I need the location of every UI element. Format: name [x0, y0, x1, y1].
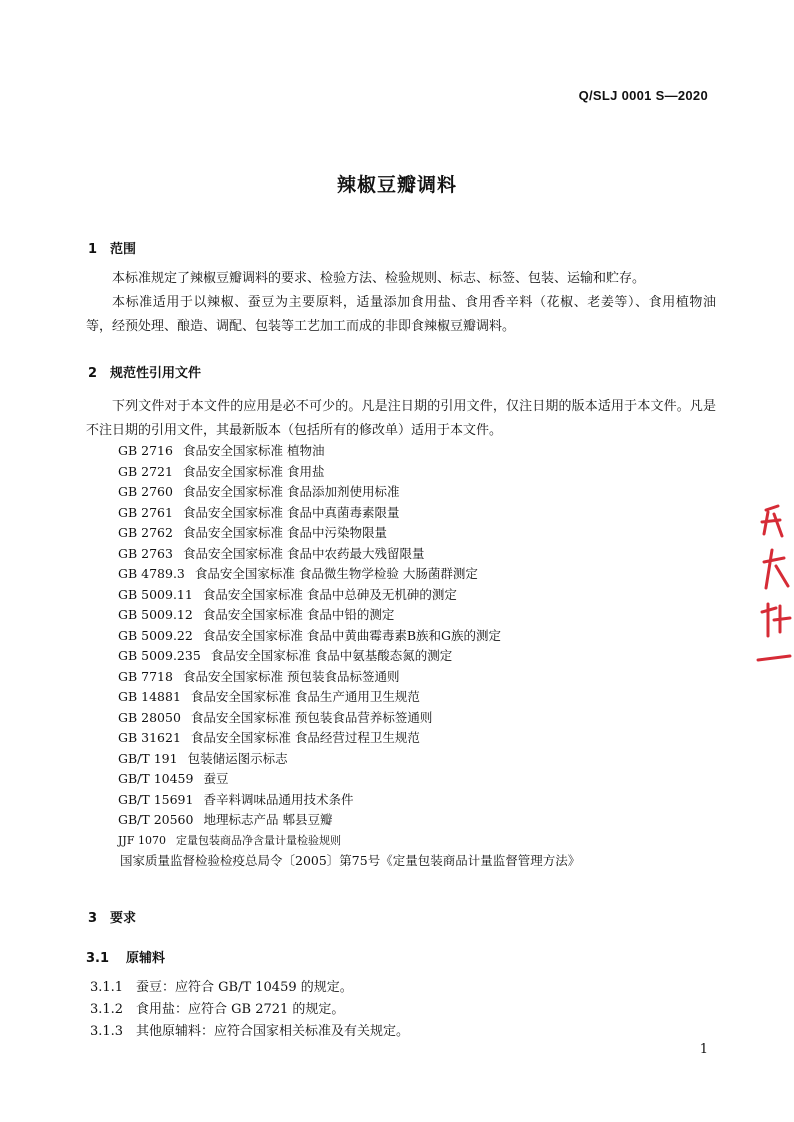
- clause-text: 食用盐：应符合 GB 2721 的规定。: [136, 1002, 345, 1017]
- reference-item: [118, 605, 580, 626]
- reference-item: [118, 667, 580, 688]
- reference-item: [118, 585, 580, 606]
- reference-item: [118, 646, 580, 667]
- section-number: 2: [88, 366, 98, 381]
- standard-code: Q/SLJ 0001 S—2020: [578, 88, 708, 103]
- reference-title: 地理标志产品 郫县豆瓣: [203, 812, 333, 827]
- reference-item: [118, 564, 580, 585]
- reference-code: JJF 1070: [118, 833, 166, 847]
- subsection-number: 3.1: [86, 951, 110, 966]
- reference-item: [118, 790, 580, 811]
- page-title: 辣椒豆瓣调料: [336, 174, 457, 196]
- reference-title: 食品安全国家标准 食品中农药最大残留限量: [182, 545, 425, 561]
- reference-title: 食品安全国家标准 食品微生物学检验 大肠菌群测定: [194, 566, 478, 581]
- reference-code: GB 5009.22: [118, 627, 193, 643]
- reference-code: GB/T 15691: [118, 791, 194, 807]
- clause-number: 3.1.3: [90, 1024, 124, 1039]
- reference-code: GB 14881: [118, 689, 181, 704]
- reference-code: GB 2761: [118, 504, 173, 520]
- reference-code: GB 31621: [118, 730, 181, 745]
- reference-item: [118, 728, 580, 749]
- reference-item: [118, 544, 580, 565]
- reference-title: 食品安全国家标准 食品中真菌毒素限量: [182, 504, 400, 520]
- reference-item: [118, 708, 580, 729]
- section-heading-requirements: [88, 907, 136, 926]
- reference-title: 食品安全国家标准 食品经营过程卫生规范: [190, 730, 420, 745]
- reference-code: GB 7718: [118, 668, 173, 684]
- references-intro-paragraph: 下列文件对于本文件的应用是必不可少的。凡是注日期的引用文件，仅注日期的版本适用于本文件。凡是不注日期的引用文件，其最新版本（包括所有的修改单）适用于本文件。: [86, 399, 716, 438]
- clause-number: 3.1.1: [90, 980, 124, 995]
- reference-title: 香辛料调味品通用技术条件: [203, 791, 354, 807]
- reference-title: 包装储运图示标志: [187, 750, 288, 766]
- clause-text: 其他原辅料：应符合国家相关标准及有关规定。: [136, 1024, 410, 1039]
- reference-code: GB 2721: [118, 463, 173, 479]
- clause-text: 蚕豆：应符合 GB/T 10459 的规定。: [136, 980, 353, 995]
- reference-title: 食品安全国家标准 植物油: [182, 443, 325, 458]
- reference-item: [118, 441, 580, 462]
- reference-title: 食品安全国家标准 预包装食品标签通则: [182, 668, 400, 684]
- reference-order: 国家质量监督检验检疫总局令〔2005〕第75号《定量包装商品计量监督管理方法》: [120, 853, 581, 868]
- reference-item: [118, 749, 580, 770]
- clause-item: [90, 998, 344, 1017]
- reference-code: GB 2760: [118, 484, 173, 499]
- reference-title: 食品安全国家标准 食品中黄曲霉毒素B族和G族的测定: [202, 627, 501, 643]
- reference-code: GB 4789.3: [118, 566, 185, 581]
- reference-code: GB/T 20560: [118, 812, 194, 827]
- reference-item: [118, 503, 580, 524]
- reference-item: [118, 810, 580, 831]
- reference-item: [118, 482, 580, 503]
- reference-code: GB/T 10459: [118, 771, 194, 786]
- reference-title: 食品安全国家标准 食品中铅的测定: [202, 607, 395, 622]
- page-number: 1: [699, 1042, 708, 1057]
- clause-number: 3.1.2: [90, 1002, 124, 1017]
- reference-title: 食品安全国家标准 食用盐: [182, 463, 325, 479]
- seal-stamp-icon: [754, 500, 794, 670]
- reference-code: GB 5009.11: [118, 586, 193, 602]
- subsection-title: 原辅料: [126, 951, 166, 966]
- reference-title: 食品安全国家标准 食品中污染物限量: [182, 525, 387, 540]
- reference-title: 食品安全国家标准 预包装食品营养标签通则: [190, 709, 433, 725]
- scope-paragraph-2: 本标准适用于以辣椒、蚕豆为主要原料，适量添加食用盐、食用香辛料（花椒、老姜等）、食用植物油等，经预处理、酿造、调配、包装等工艺加工而成的非即食辣椒豆瓣调料。: [86, 295, 716, 334]
- reference-code: GB/T 191: [118, 750, 178, 766]
- section-heading-scope: [88, 238, 136, 257]
- section-heading-normative-references: [88, 362, 201, 381]
- clause-item: [90, 1020, 409, 1039]
- reference-title: 食品安全国家标准 食品生产通用卫生规范: [190, 689, 420, 704]
- scope-paragraph-1: 本标准规定了辣椒豆瓣调料的要求、检验方法、检验规则、标志、标签、包装、运输和贮存。: [112, 271, 646, 286]
- reference-item: [118, 687, 580, 708]
- section-title: 要求: [110, 911, 137, 926]
- reference-list: [118, 441, 580, 872]
- subsection-heading-raw-materials: [86, 947, 165, 966]
- clause-item: [90, 976, 353, 995]
- reference-title: 食品安全国家标准 食品添加剂使用标准: [182, 484, 400, 499]
- section-number: 3: [88, 911, 98, 926]
- reference-code: GB 2716: [118, 443, 173, 458]
- reference-code: GB 5009.235: [118, 648, 201, 663]
- reference-item: [118, 831, 580, 852]
- reference-code: GB 2763: [118, 545, 173, 561]
- section-number: 1: [88, 242, 98, 257]
- reference-title: 食品安全国家标准 食品中氨基酸态氮的测定: [210, 648, 453, 663]
- reference-title: 食品安全国家标准 食品中总砷及无机砷的测定: [202, 586, 457, 602]
- reference-item: [118, 769, 580, 790]
- reference-item: [118, 523, 580, 544]
- reference-code: GB 5009.12: [118, 607, 193, 622]
- reference-code: GB 28050: [118, 709, 181, 725]
- section-title: 范围: [110, 242, 137, 257]
- reference-code: GB 2762: [118, 525, 173, 540]
- reference-item: [118, 462, 580, 483]
- reference-title: 蚕豆: [203, 771, 229, 786]
- reference-title: 定量包装商品净含量计量检验规则: [175, 833, 341, 847]
- reference-item: [118, 626, 580, 647]
- section-title: 规范性引用文件: [110, 366, 202, 381]
